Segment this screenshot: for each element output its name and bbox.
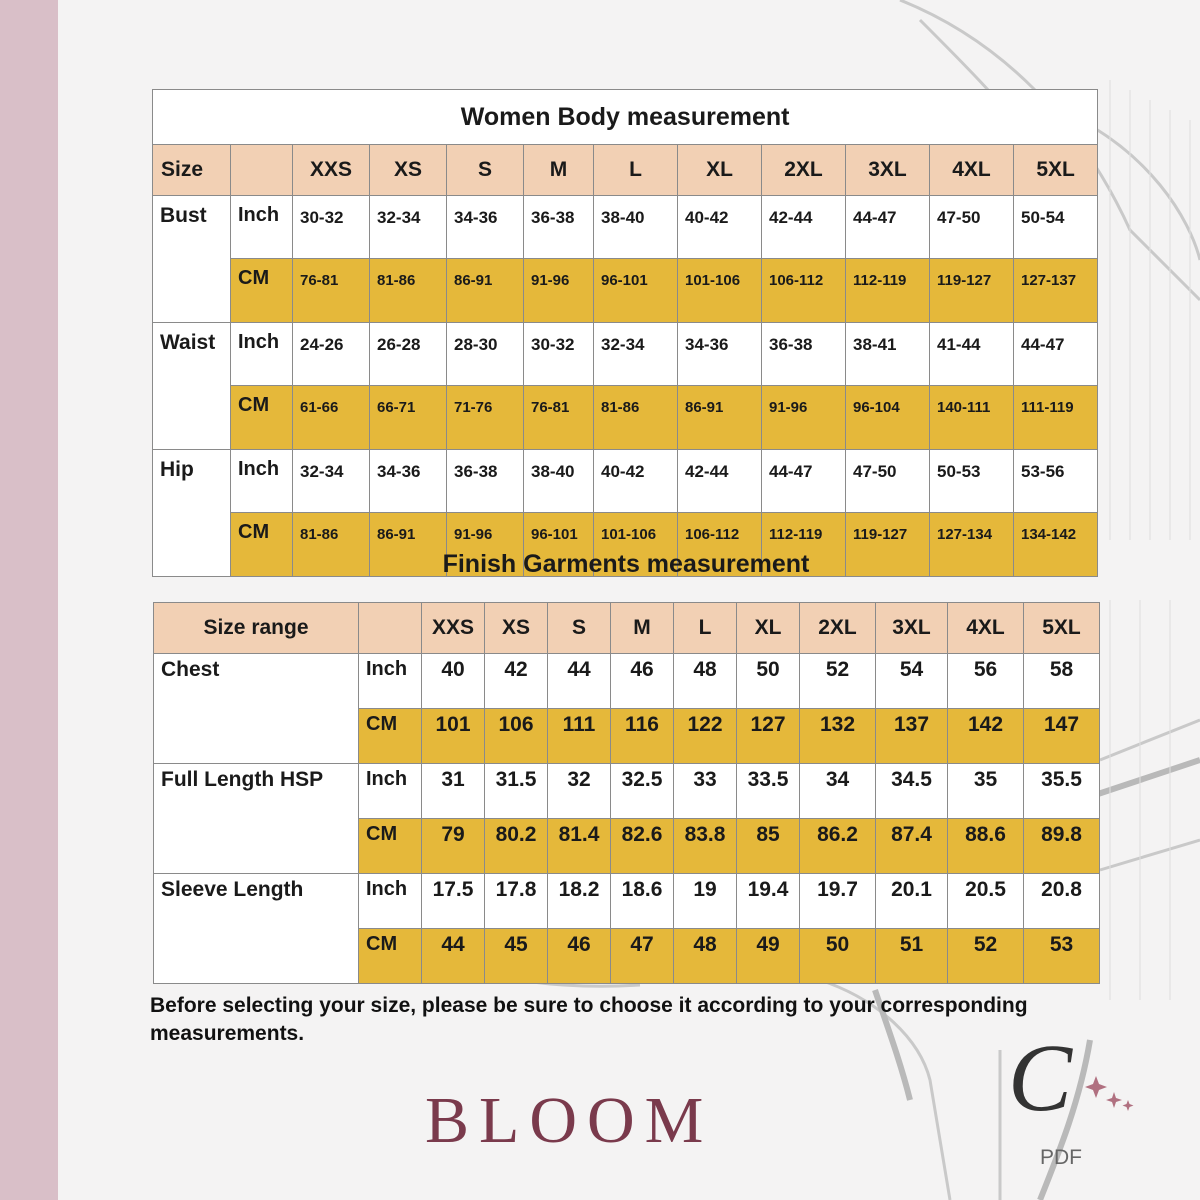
size-header: S xyxy=(548,603,611,654)
measurement-label: Full Length HSP xyxy=(154,764,359,874)
cm-value: 44 xyxy=(422,929,485,984)
inch-value: 33.5 xyxy=(737,764,800,819)
measurement-label: Hip xyxy=(153,450,231,577)
inch-value: 42 xyxy=(485,654,548,709)
cm-value: 86.2 xyxy=(800,819,876,874)
inch-value: 50 xyxy=(737,654,800,709)
brand-logo: BLOOM xyxy=(425,1084,714,1157)
measurement-label: Bust xyxy=(153,196,231,323)
size-header-row xyxy=(154,603,1100,654)
inch-value: 32.5 xyxy=(611,764,674,819)
inch-value: 20.5 xyxy=(948,874,1024,929)
size-header: L xyxy=(594,145,678,196)
inch-value: 40-42 xyxy=(678,196,762,259)
inch-value: 18.6 xyxy=(611,874,674,929)
cm-value: 96-101 xyxy=(594,259,678,323)
inch-value: 48 xyxy=(674,654,737,709)
inch-value: 20.8 xyxy=(1024,874,1100,929)
size-selection-note: Before selecting your size, please be sure to choose it according to your corresponding measurements. xyxy=(150,994,1028,1045)
size-header: XXS xyxy=(422,603,485,654)
cm-value: 119-127 xyxy=(846,513,930,577)
cm-value: 116 xyxy=(611,709,674,764)
size-range-label: Size range xyxy=(154,603,359,654)
cm-value: 79 xyxy=(422,819,485,874)
cm-value: 45 xyxy=(485,929,548,984)
unit-cm: CM xyxy=(359,819,422,874)
inch-value: 32-34 xyxy=(594,323,678,386)
inch-value: 32-34 xyxy=(293,450,370,513)
inch-value: 44 xyxy=(548,654,611,709)
inch-value: 44-47 xyxy=(762,450,846,513)
unit-inch: Inch xyxy=(359,874,422,929)
cm-value: 53 xyxy=(1024,929,1100,984)
inch-value: 50-53 xyxy=(930,450,1014,513)
table-row xyxy=(154,874,1100,929)
cm-value: 48 xyxy=(674,929,737,984)
inch-value: 17.8 xyxy=(485,874,548,929)
cm-value: 81-86 xyxy=(370,259,447,323)
cm-value: 86-91 xyxy=(678,386,762,450)
cm-value: 66-71 xyxy=(370,386,447,450)
inch-value: 35 xyxy=(948,764,1024,819)
cm-value: 86-91 xyxy=(370,513,447,577)
inch-value: 47-50 xyxy=(846,450,930,513)
table-row xyxy=(153,386,1098,450)
garment-table-title: Finish Garments measurement xyxy=(442,550,810,578)
finish-garments-measurement-table xyxy=(153,602,1100,984)
pdf-label: PDF xyxy=(1040,1146,1082,1169)
cm-value: 111 xyxy=(548,709,611,764)
cm-value: 47 xyxy=(611,929,674,984)
cm-value: 50 xyxy=(800,929,876,984)
unit-inch: Inch xyxy=(231,450,293,513)
size-header: 4XL xyxy=(930,145,1014,196)
inch-value: 33 xyxy=(674,764,737,819)
inch-value: 42-44 xyxy=(678,450,762,513)
measurement-label: Waist xyxy=(153,323,231,450)
inch-value: 24-26 xyxy=(293,323,370,386)
cm-value: 96-104 xyxy=(846,386,930,450)
cm-value: 101-106 xyxy=(594,513,678,577)
cm-value: 112-119 xyxy=(846,259,930,323)
unit-inch: Inch xyxy=(359,764,422,819)
inch-value: 34 xyxy=(800,764,876,819)
inch-value: 34-36 xyxy=(370,450,447,513)
cm-value: 49 xyxy=(737,929,800,984)
cm-value: 89.8 xyxy=(1024,819,1100,874)
inch-value: 32 xyxy=(548,764,611,819)
inch-value: 18.2 xyxy=(548,874,611,929)
cm-value: 134-142 xyxy=(1014,513,1098,577)
inch-value: 26-28 xyxy=(370,323,447,386)
size-header: XS xyxy=(370,145,447,196)
cm-value: 83.8 xyxy=(674,819,737,874)
inch-value: 38-40 xyxy=(524,450,594,513)
inch-value: 40 xyxy=(422,654,485,709)
inch-value: 36-38 xyxy=(762,323,846,386)
cm-value: 76-81 xyxy=(524,386,594,450)
table-row xyxy=(154,654,1100,709)
cm-value: 119-127 xyxy=(930,259,1014,323)
size-header: XXS xyxy=(293,145,370,196)
size-header: 3XL xyxy=(846,145,930,196)
monogram-letter: C xyxy=(1008,1024,1073,1131)
inch-value: 31 xyxy=(422,764,485,819)
size-header: 2XL xyxy=(800,603,876,654)
header-spacer xyxy=(231,145,293,196)
cm-value: 81-86 xyxy=(293,513,370,577)
inch-value: 28-30 xyxy=(447,323,524,386)
cm-value: 112-119 xyxy=(762,513,846,577)
unit-cm: CM xyxy=(231,259,293,323)
size-header: XL xyxy=(737,603,800,654)
size-header: L xyxy=(674,603,737,654)
size-header: 3XL xyxy=(876,603,948,654)
size-header: M xyxy=(611,603,674,654)
cm-value: 142 xyxy=(948,709,1024,764)
measurement-label: Chest xyxy=(154,654,359,764)
size-header: 2XL xyxy=(762,145,846,196)
inch-value: 47-50 xyxy=(930,196,1014,259)
inch-value: 50-54 xyxy=(1014,196,1098,259)
cm-value: 51 xyxy=(876,929,948,984)
women-body-measurement-table xyxy=(152,89,1098,577)
cm-value: 127-137 xyxy=(1014,259,1098,323)
inch-value: 54 xyxy=(876,654,948,709)
table-row xyxy=(154,764,1100,819)
cm-value: 127-134 xyxy=(930,513,1014,577)
cm-value: 91-96 xyxy=(447,513,524,577)
unit-inch: Inch xyxy=(359,654,422,709)
cm-value: 106-112 xyxy=(678,513,762,577)
inch-value: 32-34 xyxy=(370,196,447,259)
cm-value: 82.6 xyxy=(611,819,674,874)
size-header: S xyxy=(447,145,524,196)
inch-value: 19 xyxy=(674,874,737,929)
inch-value: 44-47 xyxy=(846,196,930,259)
inch-value: 30-32 xyxy=(524,323,594,386)
monogram-logo xyxy=(1000,1020,1140,1140)
inch-value: 36-38 xyxy=(447,450,524,513)
cm-value: 140-111 xyxy=(930,386,1014,450)
cm-value: 86-91 xyxy=(447,259,524,323)
cm-value: 81.4 xyxy=(548,819,611,874)
table-title: Women Body measurement xyxy=(153,90,1098,145)
measurement-label: Sleeve Length xyxy=(154,874,359,984)
table-row xyxy=(153,323,1098,386)
inch-value: 36-38 xyxy=(524,196,594,259)
table-row xyxy=(153,259,1098,323)
unit-cm: CM xyxy=(231,513,293,577)
cm-value: 111-119 xyxy=(1014,386,1098,450)
cm-value: 122 xyxy=(674,709,737,764)
inch-value: 35.5 xyxy=(1024,764,1100,819)
cm-value: 76-81 xyxy=(293,259,370,323)
size-header: M xyxy=(524,145,594,196)
inch-value: 20.1 xyxy=(876,874,948,929)
inch-value: 19.7 xyxy=(800,874,876,929)
inch-value: 30-32 xyxy=(293,196,370,259)
unit-inch: Inch xyxy=(231,196,293,259)
unit-inch: Inch xyxy=(231,323,293,386)
inch-value: 53-56 xyxy=(1014,450,1098,513)
cm-value: 137 xyxy=(876,709,948,764)
cm-value: 101-106 xyxy=(678,259,762,323)
inch-value: 34-36 xyxy=(678,323,762,386)
cm-value: 147 xyxy=(1024,709,1100,764)
inch-value: 58 xyxy=(1024,654,1100,709)
size-header: 4XL xyxy=(948,603,1024,654)
cm-value: 80.2 xyxy=(485,819,548,874)
cm-value: 88.6 xyxy=(948,819,1024,874)
cm-value: 46 xyxy=(548,929,611,984)
size-header-row xyxy=(153,145,1098,196)
cm-value: 91-96 xyxy=(762,386,846,450)
cm-value: 91-96 xyxy=(524,259,594,323)
inch-value: 38-41 xyxy=(846,323,930,386)
cm-value: 101 xyxy=(422,709,485,764)
inch-value: 34-36 xyxy=(447,196,524,259)
cm-value: 81-86 xyxy=(594,386,678,450)
cm-value: 106-112 xyxy=(762,259,846,323)
inch-value: 17.5 xyxy=(422,874,485,929)
inch-value: 31.5 xyxy=(485,764,548,819)
cm-value: 106 xyxy=(485,709,548,764)
cm-value: 96-101 xyxy=(524,513,594,577)
size-header: 5XL xyxy=(1024,603,1100,654)
inch-value: 52 xyxy=(800,654,876,709)
table-row xyxy=(153,450,1098,513)
unit-cm: CM xyxy=(359,929,422,984)
table-row xyxy=(153,196,1098,259)
header-spacer xyxy=(359,603,422,654)
size-label: Size xyxy=(153,145,231,196)
cm-value: 87.4 xyxy=(876,819,948,874)
inch-value: 41-44 xyxy=(930,323,1014,386)
cm-value: 132 xyxy=(800,709,876,764)
inch-value: 46 xyxy=(611,654,674,709)
size-header: XS xyxy=(485,603,548,654)
size-header: XL xyxy=(678,145,762,196)
inch-value: 56 xyxy=(948,654,1024,709)
inch-value: 38-40 xyxy=(594,196,678,259)
cm-value: 61-66 xyxy=(293,386,370,450)
unit-cm: CM xyxy=(359,709,422,764)
inch-value: 44-47 xyxy=(1014,323,1098,386)
inch-value: 34.5 xyxy=(876,764,948,819)
cm-value: 52 xyxy=(948,929,1024,984)
size-header: 5XL xyxy=(1014,145,1098,196)
inch-value: 19.4 xyxy=(737,874,800,929)
cm-value: 85 xyxy=(737,819,800,874)
inch-value: 42-44 xyxy=(762,196,846,259)
cm-value: 71-76 xyxy=(447,386,524,450)
cm-value: 127 xyxy=(737,709,800,764)
unit-cm: CM xyxy=(231,386,293,450)
sparkle-icon xyxy=(1085,1076,1134,1111)
inch-value: 40-42 xyxy=(594,450,678,513)
